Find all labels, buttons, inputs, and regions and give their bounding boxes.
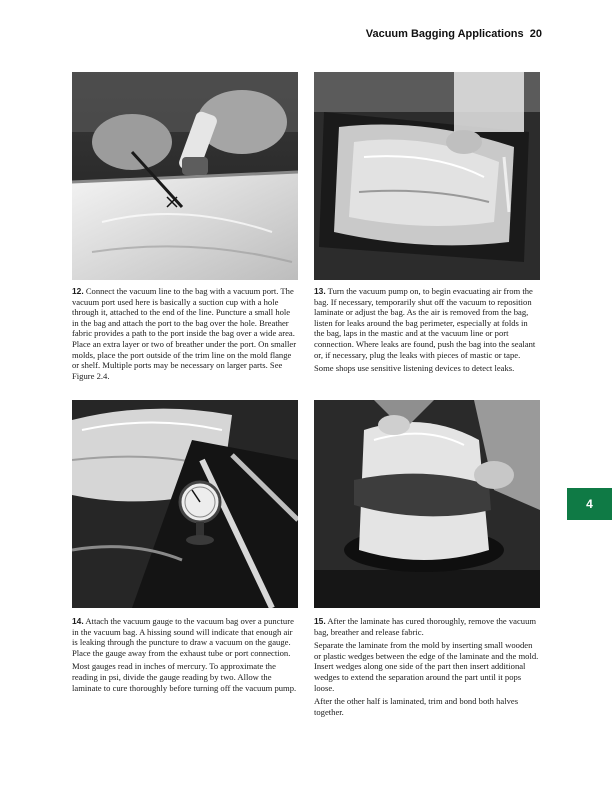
step-number: 13. [314, 286, 326, 296]
photo-step-12 [72, 72, 298, 280]
caption-text: Attach the vacuum gauge to the vacuum bag over a puncture in the vacuum bag. A hissing sound will indicate that enough air is leaking through the puncture to draw a vacuum on the gauge. Place the gauge away from the exhaust tube or port connection. [72, 616, 294, 658]
caption-paragraph: Some shops use sensitive listening devices to detect leaks. [314, 363, 515, 374]
caption-text: Connect the vacuum line to the bag with a vacuum port. The vacuum port used here is basically a suction cup with a hole through it, attached to the end of the line. Puncture a small hole in the bag and attach the port to the bag over the hole. Breather fabric provides a path to the port inside the bag over a wide area. Place an extra layer or two of breather under the port. On smaller molds, place the port outside of the trim line on the mold flange or shelf. Multiple ports may be necessary on larger parts. See Figure 2.4. [72, 286, 297, 381]
chapter-tab-label: 4 [586, 497, 593, 511]
header-title: Vacuum Bagging Applications [365, 28, 524, 40]
caption-paragraph: After the other half is laminated, trim and bond both halves together. [314, 696, 519, 717]
caption-paragraph [72, 616, 298, 658]
photo-step-12-image [72, 72, 298, 280]
caption-text: Turn the vacuum pump on, to begin evacuating air from the bag. If necessary, temporarily shut off the vacuum to reposition laminate or adjust the bag. As the air is removed from the bag, listen for leaks around the bag perimeter, especially at folds in the bag, laps in the mastic and at the vacuum line or port connection. Where leaks are found, push the bag into the sealant or, if necessary, plug the leaks with pieces of mastic or tape. [314, 286, 536, 360]
caption-step-14 [72, 616, 298, 696]
caption-paragraph: Most gauges read in inches of mercury. To approximate the reading in psi, divide the gauge reading by two. Allow the laminate to cure thoroughly before turning off the vacuum pump. [72, 661, 297, 693]
caption-paragraph [314, 616, 540, 637]
photo-step-13-image [314, 72, 540, 280]
caption-paragraph: Separate the laminate from the mold by inserting small wooden or plastic wedges between the edge of the laminate and the mold. Insert wedges along one side of the part then insert additional wedges to extend the separation around the part until it pops loose. [314, 640, 539, 693]
step-number: 15. [314, 616, 326, 626]
chapter-tab [567, 488, 612, 520]
caption-paragraph [314, 286, 540, 360]
caption-step-13 [314, 286, 540, 377]
photo-step-14 [72, 400, 298, 608]
caption-text: After the laminate has cured thoroughly, remove the vacuum bag, breather and release fabric. [314, 616, 537, 637]
caption-step-12 [72, 286, 298, 384]
running-header [300, 28, 542, 40]
step-number: 12. [72, 286, 84, 296]
caption-paragraph [72, 286, 298, 381]
page-number: 20 [529, 28, 542, 40]
caption-step-15 [314, 616, 540, 720]
photo-step-14-image [72, 400, 298, 608]
photo-step-15 [314, 400, 540, 608]
photo-step-15-image [314, 400, 540, 608]
photo-step-13 [314, 72, 540, 280]
step-number: 14. [72, 616, 84, 626]
